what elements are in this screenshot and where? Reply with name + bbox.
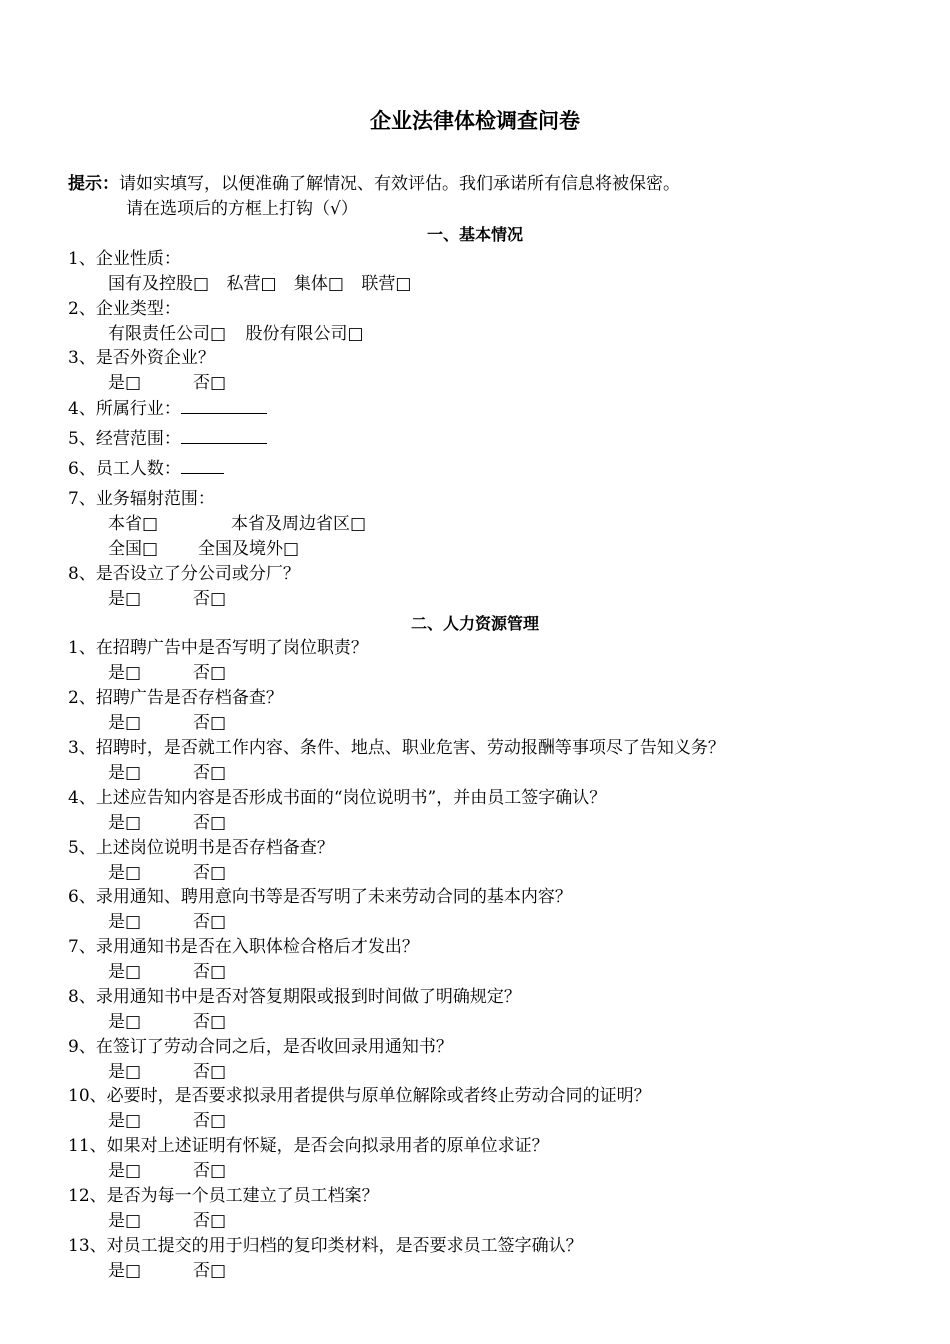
options-2-10 bbox=[108, 1109, 226, 1134]
options-1-1 bbox=[108, 272, 411, 297]
options-1-7-row2 bbox=[108, 537, 299, 562]
option-province[interactable]: 本省□ bbox=[108, 514, 159, 534]
option-national[interactable]: 全国□ bbox=[108, 539, 159, 559]
options-2-12 bbox=[108, 1209, 226, 1234]
option-no[interactable]: 否□ bbox=[193, 1261, 227, 1281]
option-limited-liability[interactable]: 有限责任公司□ bbox=[108, 324, 227, 344]
question-1-2: 2、企业类型： bbox=[68, 299, 181, 319]
option-yes[interactable]: 是□ bbox=[108, 962, 142, 982]
option-no[interactable]: 否□ bbox=[193, 912, 227, 932]
section-heading-basic: 一、基本情况 bbox=[426, 225, 523, 244]
option-yes[interactable]: 是□ bbox=[108, 1161, 142, 1181]
question-2-6: 6、录用通知、聘用意向书等是否写明了未来劳动合同的基本内容？ bbox=[68, 887, 572, 907]
option-yes[interactable]: 是□ bbox=[108, 1261, 142, 1281]
option-no[interactable]: 否□ bbox=[193, 962, 227, 982]
options-2-1 bbox=[108, 661, 226, 686]
option-yes[interactable]: 是□ bbox=[108, 1062, 142, 1082]
question-1-1: 1、企业性质： bbox=[68, 249, 181, 269]
options-1-3 bbox=[108, 371, 226, 396]
question-1-5 bbox=[68, 427, 267, 452]
options-2-5 bbox=[108, 861, 226, 886]
option-no[interactable]: 否□ bbox=[193, 1111, 227, 1131]
option-no[interactable]: 否□ bbox=[193, 1012, 227, 1032]
question-1-4-text: 4、所属行业： bbox=[68, 399, 181, 419]
question-2-7: 7、录用通知书是否在入职体检合格后才发出？ bbox=[68, 937, 419, 957]
option-joint[interactable]: 联营□ bbox=[361, 274, 412, 294]
tip-line-2: 请在选项后的方框上打钩（√） bbox=[126, 199, 358, 219]
section-heading-hr: 二、人力资源管理 bbox=[410, 614, 539, 633]
options-2-2 bbox=[108, 711, 226, 736]
options-2-6 bbox=[108, 910, 226, 935]
business-scope-blank[interactable] bbox=[181, 427, 267, 444]
question-2-11: 11、如果对上述证明有怀疑，是否会向拟录用者的原单位求证？ bbox=[68, 1136, 549, 1156]
question-1-8: 8、是否设立了分公司或分厂？ bbox=[68, 564, 300, 584]
option-yes[interactable]: 是□ bbox=[108, 713, 142, 733]
option-no[interactable]: 否□ bbox=[193, 763, 227, 783]
options-2-13 bbox=[108, 1259, 226, 1284]
option-yes[interactable]: 是□ bbox=[108, 813, 142, 833]
option-private[interactable]: 私营□ bbox=[226, 274, 277, 294]
option-yes[interactable]: 是□ bbox=[108, 1111, 142, 1131]
option-no[interactable]: 否□ bbox=[193, 663, 227, 683]
option-no[interactable]: 否□ bbox=[193, 813, 227, 833]
question-2-1: 1、在招聘广告中是否写明了岗位职责？ bbox=[68, 638, 368, 658]
options-2-7 bbox=[108, 960, 226, 985]
industry-blank[interactable] bbox=[181, 397, 267, 414]
employee-count-blank[interactable] bbox=[181, 457, 224, 474]
options-2-8 bbox=[108, 1010, 226, 1035]
option-no[interactable]: 否□ bbox=[193, 589, 227, 609]
option-yes[interactable]: 是□ bbox=[108, 1012, 142, 1032]
option-yes[interactable]: 是□ bbox=[108, 373, 142, 393]
question-1-6-text: 6、员工人数： bbox=[68, 459, 181, 479]
question-2-4: 4、上述应告知内容是否形成书面的“岗位说明书”，并由员工签字确认？ bbox=[68, 788, 607, 808]
option-yes[interactable]: 是□ bbox=[108, 863, 142, 883]
option-no[interactable]: 否□ bbox=[193, 713, 227, 733]
options-2-9 bbox=[108, 1060, 226, 1085]
question-1-6 bbox=[68, 457, 224, 482]
question-2-10: 10、必要时，是否要求拟录用者提供与原单位解除或者终止劳动合同的证明？ bbox=[68, 1086, 651, 1106]
option-yes[interactable]: 是□ bbox=[108, 1211, 142, 1231]
question-1-7: 7、业务辐射范围： bbox=[68, 489, 215, 509]
options-1-2 bbox=[108, 322, 364, 347]
option-province-neighbors[interactable]: 本省及周边省区□ bbox=[231, 514, 367, 534]
page-title: 企业法律体检调查问卷 bbox=[370, 109, 580, 133]
question-2-5: 5、上述岗位说明书是否存档备查？ bbox=[68, 838, 334, 858]
options-2-3 bbox=[108, 761, 226, 786]
tip-text-1: 请如实填写，以便准确了解情况、有效评估。我们承诺所有信息将被保密。 bbox=[119, 174, 680, 194]
question-2-2: 2、招聘广告是否存档备查？ bbox=[68, 688, 283, 708]
option-no[interactable]: 否□ bbox=[193, 1161, 227, 1181]
question-2-12: 12、是否为每一个员工建立了员工档案？ bbox=[68, 1186, 379, 1206]
question-1-5-text: 5、经营范围： bbox=[68, 429, 181, 449]
option-collective[interactable]: 集体□ bbox=[293, 274, 344, 294]
option-no[interactable]: 否□ bbox=[193, 373, 227, 393]
option-state-owned[interactable]: 国有及控股□ bbox=[108, 274, 210, 294]
question-1-4 bbox=[68, 397, 267, 422]
tip-label: 提示： bbox=[68, 174, 119, 194]
option-yes[interactable]: 是□ bbox=[108, 763, 142, 783]
question-1-3: 3、是否外资企业？ bbox=[68, 348, 215, 368]
option-yes[interactable]: 是□ bbox=[108, 589, 142, 609]
options-2-11 bbox=[108, 1159, 226, 1184]
question-2-13: 13、对员工提交的用于归档的复印类材料，是否要求员工签字确认？ bbox=[68, 1236, 583, 1256]
option-national-overseas[interactable]: 全国及境外□ bbox=[198, 539, 300, 559]
option-no[interactable]: 否□ bbox=[193, 863, 227, 883]
options-1-7-row1 bbox=[108, 512, 366, 537]
question-2-8: 8、录用通知书中是否对答复期限或报到时间做了明确规定？ bbox=[68, 987, 521, 1007]
option-yes[interactable]: 是□ bbox=[108, 912, 142, 932]
question-2-9: 9、在签订了劳动合同之后，是否收回录用通知书？ bbox=[68, 1037, 453, 1057]
tip-line-1 bbox=[68, 172, 680, 197]
option-no[interactable]: 否□ bbox=[193, 1211, 227, 1231]
option-yes[interactable]: 是□ bbox=[108, 663, 142, 683]
option-joint-stock[interactable]: 股份有限公司□ bbox=[245, 324, 364, 344]
option-no[interactable]: 否□ bbox=[193, 1062, 227, 1082]
question-2-3: 3、招聘时，是否就工作内容、条件、地点、职业危害、劳动报酬等事项尽了告知义务？ bbox=[68, 738, 725, 758]
options-1-8 bbox=[108, 587, 226, 612]
options-2-4 bbox=[108, 811, 226, 836]
